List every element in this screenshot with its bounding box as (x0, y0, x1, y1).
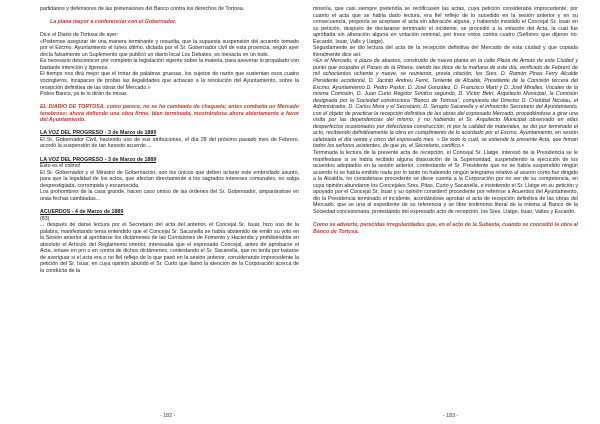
quoted-act: «En el Mercado, o plaza de abastos, construido de nueva planta en la calle Plaza de Armas de esta Ciudad y punto que ocupaba el Paseo de la Ribera, siendo las doce de la mañana de este día, verificado de Febrero de mil ochocientos ochenta y nueve, se reunieron, previa citación, los Sres. D. Ramón Pinas Ferry Alcalde Presidente accidental, D. Jacinto Andreu Ferré, Teniente de Alcalde, Presidente de la Comisión tercera del Excmo. Ayuntamiento D. Pedro Pastor, D. José González, D. Francisco Martí y D. José Miralles, Vocales de la misma Comisión, D. Juan Curto Regidor Síndico segundo, D. Víctor Betrí, Arquitecto Municipal, la Comisión designada por la Sociedad constructora "Banco de Tortosa", compuesta del Director D. Cristóbal Nicolau, el Administrador, D. Carlos Mora y el Secretario, D. Serapio Sacanella y el infrascrito Secretario del Ayuntamiento, con el objeto de practicar la recepción definitiva de las obras del expresado Mercado, procediéndose a girar una visita por las dependencias del mismo, y no habiendo el Sr. Arquitecto Municipal observado en ellas desperfectos ocasionados por defectuosa construcción, ni por la calidad de materiales, se dio por terminado el acto, recibiendo definitivamente la obra en cumplimiento de lo acordado por el Excmo. Ayuntamiento, en sesión celebrada el día veinte y cinco del expresado mes. » De todo lo cual, se extiende la presente Acta, que firman todos los señores asistentes, de que yo, el Secretario, certifico.» (313, 58, 578, 150)
red-commentary: EL DIARIO DE TORTOSA, como parece, no se ha cambiado de chaqueta; antes combatía un Mercado tenebroso; ahora defiende una obra firme, bien terminada, mostrándose ahora abiertamente a favor del Ayuntamiento. (40, 104, 299, 124)
paragraph: Es necesario desconocer por completo la legislación vigente sobre la materia, para aseverar lo propalado con bastante intención y ligereza. (40, 58, 299, 71)
page-number-right: - 183 - (443, 413, 459, 419)
paragraph: El Sr. Gobernador Civil, haciendo uso de sus atribuciones, el día 28 del próximo pasado mes de Febrero, acordó la suspensión de tan funesto acuerdo.... (40, 136, 299, 150)
left-page (40, 6, 299, 416)
paragraph: partidarios y defensores de las pretensiones del Banco contra los derechos de Tortosa. (40, 6, 245, 12)
paragraph: Terminada la lectura de la presente acta de recepción, el Concejal Sr. Llatge, interesó de la Presidencia se le manifestase si se había recibido alguna disposición de la Superioridad, suspendiendo la ejecución de los acuerdos adoptados en la sesión anterior, contestando el Sr. Presidente que no se había suspendido ningún acuerdo ni se había emitido nada por lo tanto no habiendo ningún telegrama relativo al asunto como fue dirigido a la Alcaldía, no considerase procedente se diese cuenta a la Corporación por no ser de su competencia, en cuya opinión abundaron los Concejales Sres. Pitas, Curto y Sacanella, e insistiendo el Sr. Llatge en su petición y apoyado por el Concejal Sr. Isuar y su opinión consideró procedente por referirse a Acuerdos del Ayuntamiento, dio la Presidencia terminado el incidente, acordándose aprobar el acta de recepción definitiva de las obras del Mercado, que se una al expediente de su referencia y se libre testimonio literal de la misma al Banco de la Sociedad concesionaria, protestando del expresado acto de recepción, los Sres. Llatge, Isuar, Valles y Escardó. (313, 150, 578, 215)
section-title: LA VOZ DEL PROGRESO - 3 de Marzo de 1889 (40, 156, 157, 163)
paragraph: Dice el Diario de Tortosa de ayer: (40, 32, 119, 39)
paragraph: «Podemos asegurar de una manera terminante y resuelta, que la supuesta suspensión del acuerdo tomado por el Excmo. Ayuntamiento el lunes último, dictada por el Sr. Gobernador civil de esta provincia, según ayer decía falsamente un Suplemento que publicó un diario local Los Debates, es inexacta en un todo. (40, 38, 299, 58)
section-title: ACUERDOS - 4 de Marzo de 1889 (40, 208, 124, 215)
red-commentary: Como se advierte, parecidas irregularidades que, en el acto de la Subasta, cuando se concedió la obra al Banco de Tortosa. (313, 222, 578, 235)
section-title: LA VOZ DEL PROGRESO - 3 de Marzo de 1889 (40, 130, 157, 137)
paragraph: Los prohombres de la casa grande, hacen caso omiso de las órdenes del Sr. Gobernador, amparándose en unas fechas cambiadas... (40, 189, 299, 202)
paragraph: Seguidamente se dio lectura del acta de la recepción definitiva del Mercado de esta ciudad y que copiada literalmente dice así: (313, 45, 578, 58)
paragraph: El Sr. Gobernador y el Ministro de Gobernación, son los únicos que deben aclarar este embrollado asunto, para que la legalidad de los actos, que afectan directamente a los sagrados intereses comunales, no salga desprestigiada, corrompida y escarnecida. (40, 169, 299, 189)
paragraph: (83) (40, 215, 50, 222)
paragraph: El tiempo nos dirá mejor que el trotar de palabras gruesas, los sujetos de razón que sustentan esos cuatro vocingleros, incapaces de probar las ilegalidades que achacan a la resolución del Ayuntamiento, sobre la recepción definitiva de las obras del Mercado.» (40, 71, 299, 91)
paragraph: Esto es el colmo! (40, 163, 81, 170)
paragraph: ... después de darse lectura por el Secretario del acta del anterior, el Concejal Sr. Isuar, hizo uso de la palabra, manifestando tenía entendido que el Concejal Sr. Sacanella se había abstenido de emitir su voto en la Sesión anterior al aprobarse los dictámenes de las Comisiones de Fomento y Hacienda y prohibiéndole en absoluto el Artículo del Reglamento interior, interesaba que el expresado Concejal, antes de aprobarse el Acta, votase en pro o en contra de dichos dictámenes, contestando el Sr. Sacanella, que no tenía por tratarse de averiguar si el acta era o no fiel reflejo de lo que pasó en la sesión anterior, considerando improcedente la petición del Sr. Isuar, en cuya opinión abundó el Sr. Curto que llamó la atención de la Corporación acerca de la conducta de la (40, 222, 299, 274)
paragraph: minoría, que casi siempre pretendía se rectificasen las actas, cuya petición consideraba improcedente, por cuanto el acta que se había dado lectura, era fiel reflejo de lo sucedido en la sesión anterior y en su consecuencia, proponía se aceptase el acta sin alteración alguna, y habiendo insistido el Concejal Sr. Isuar en su petición, después de declararse terminado el incidente, se procedió a la votación del Acta, la cual fue aprobada sin alteración alguna en votación nominal, por trece votos contra cuatro (Señores que dijeron no: Escardó, Isuar, Valls y Llatge). (313, 6, 578, 45)
page-number-left: - 182 - (160, 413, 176, 419)
paragraph: Pobre Banco, ya te lo dirán de misas. (40, 91, 129, 98)
right-page (313, 6, 578, 416)
red-heading: La plana mayor a conferenciar con el Gobernador. (50, 19, 177, 26)
